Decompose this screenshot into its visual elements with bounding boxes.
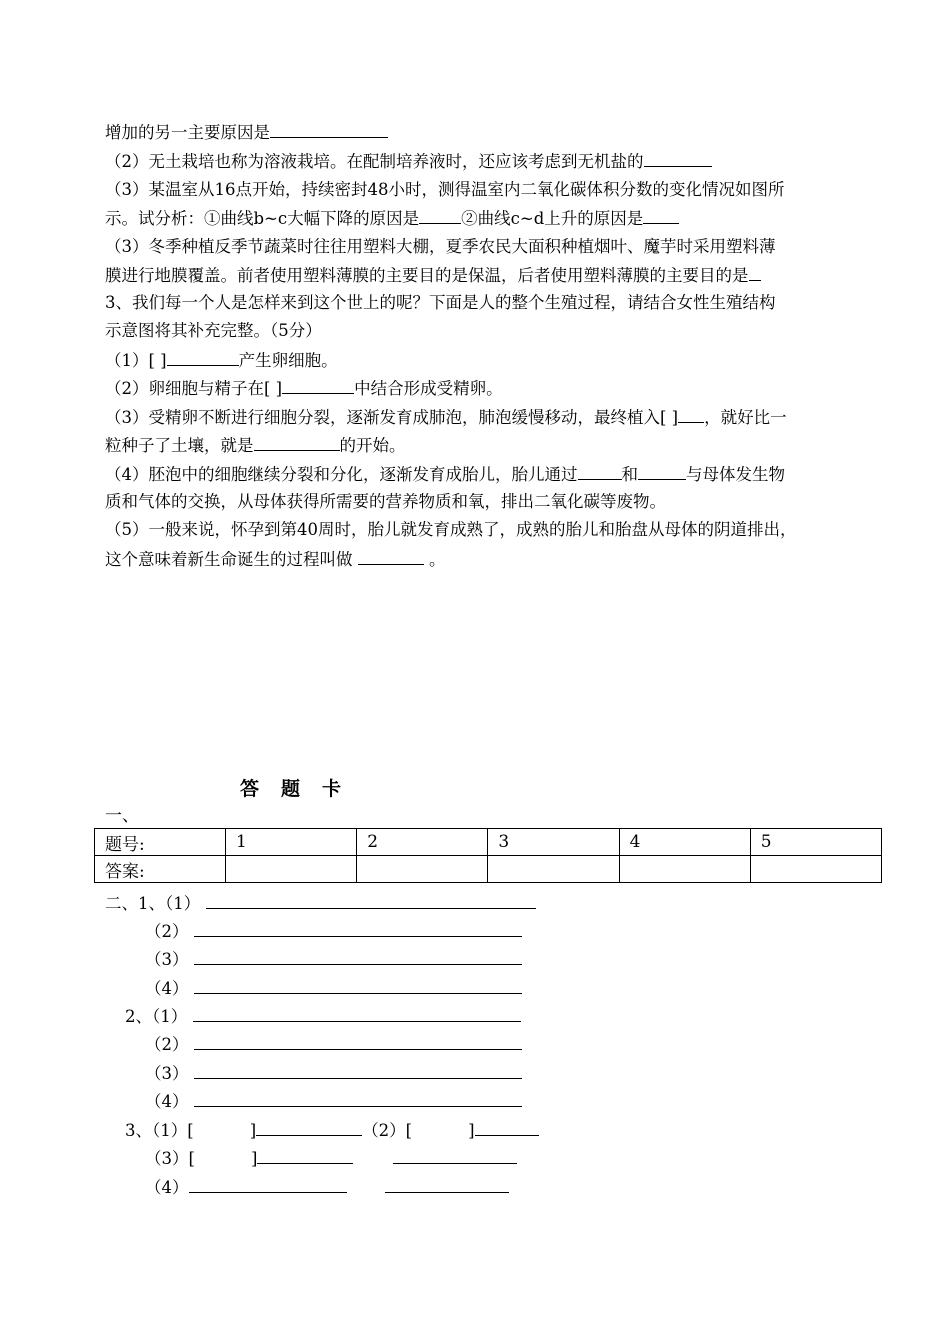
answer-blank[interactable] [644, 150, 712, 167]
section-one-label: 一、 [105, 806, 139, 826]
answer-line: 3、（1）[ ] （2）[ ] [125, 1117, 539, 1142]
question-line: （1）[ ] 产生卵细胞。 [105, 351, 338, 370]
answer-line: （3）[ ] [145, 1145, 517, 1170]
answer-blank[interactable] [194, 1031, 522, 1050]
answer-card-title: 答题卡 [240, 778, 364, 800]
answer-line: 2、（1） [125, 1003, 521, 1028]
answer-line: （3） [145, 1060, 522, 1085]
answer-line: （3） [145, 946, 522, 971]
answer-blank[interactable] [194, 975, 522, 994]
answer-blank[interactable] [194, 946, 522, 965]
answer-blank[interactable] [189, 1174, 347, 1193]
answer-line: 二、1、（1） [105, 890, 536, 915]
answer-blank[interactable] [256, 1117, 362, 1136]
question-number: 5 [750, 829, 881, 856]
answer-cell[interactable] [357, 856, 488, 883]
answer-blank[interactable] [643, 207, 679, 224]
answer-line: （4） [145, 1174, 509, 1199]
question-line: （2）无土栽培也称为溶液栽培。在配制培养液时，还应该考虑到无机盐的 [105, 150, 712, 173]
answer-blank[interactable] [282, 377, 354, 394]
question-line: 粒种子了土壤，就是 的开始。 [105, 436, 406, 455]
answer-blank[interactable] [254, 434, 340, 451]
answer-blank[interactable] [167, 349, 239, 366]
answer-blank[interactable] [194, 1060, 522, 1079]
answer-blank[interactable] [393, 1145, 517, 1164]
answer-cell[interactable] [750, 856, 881, 883]
answer-table [94, 828, 882, 883]
row-label: 答案: [95, 856, 226, 883]
question-line: （4）胚泡中的细胞继续分裂和分化，逐渐发育成胎儿，胎儿通过 和 与母体发生物 [105, 465, 785, 484]
question-line: 膜进行地膜覆盖。前者使用塑料薄膜的主要目的是保温，后者使用塑料薄膜的主要目的是 [105, 264, 761, 287]
question-line: （3）受精卵不断进行细胞分裂，逐渐发育成肺泡，肺泡缓慢移动，最终植入[ ] ，就好比一 [105, 408, 787, 427]
answer-blank[interactable] [419, 207, 461, 224]
table-row [95, 829, 882, 856]
question-line: 这个意味着新生命诞生的过程叫做 。 [105, 550, 446, 569]
answer-line: （2） [145, 918, 522, 943]
answer-blank[interactable] [578, 463, 622, 480]
answer-blank[interactable] [475, 1117, 539, 1136]
answer-cell[interactable] [226, 856, 357, 883]
answer-cell[interactable] [619, 856, 750, 883]
question-line: 质和气体的交换，从母体获得所需要的营养物质和氧，排出二氧化碳等废物。 [105, 492, 666, 511]
answer-line: （2） [145, 1031, 522, 1056]
answer-blank[interactable] [749, 264, 761, 281]
answer-blank[interactable] [194, 918, 522, 937]
answer-blank[interactable] [678, 406, 704, 423]
row-label: 题号: [95, 829, 226, 856]
answer-blank[interactable] [257, 1145, 353, 1164]
question-line: （3）某温室从16点开始，持续密封48小时，测得温室内二氧化碳体积分数的变化情况如图所 [105, 180, 785, 199]
answer-blank[interactable] [638, 463, 686, 480]
answer-blank[interactable] [358, 548, 424, 565]
answer-line: （4） [145, 1088, 522, 1113]
question-line: （5）一般来说，怀孕到第40周时，胎儿就发育成熟了，成熟的胎儿和胎盘从母体的阴道排出， [105, 520, 797, 539]
question-line: （2）卵细胞与精子在[ ] 中结合形成受精卵。 [105, 379, 503, 398]
answer-line: （4） [145, 975, 522, 1000]
question-number: 4 [619, 829, 750, 856]
question-line: （3）冬季种植反季节蔬菜时往往用塑料大棚，夏季农民大面积种植烟叶、魔芋时采用塑料薄 [105, 237, 776, 256]
table-row [95, 856, 882, 883]
answer-blank[interactable] [385, 1174, 509, 1193]
question-line: 3、我们每一个人是怎样来到这个世上的呢？下面是人的整个生殖过程，请结合女性生殖结构 [105, 293, 776, 312]
question-number: 3 [488, 829, 619, 856]
question-line: 示。试分析：①曲线b~c大幅下降的原因是 ②曲线c~d上升的原因是 [105, 207, 679, 230]
answer-blank[interactable] [206, 890, 536, 909]
question-number: 2 [357, 829, 488, 856]
question-line: 示意图将其补充完整。（5分） [105, 321, 322, 340]
answer-blank[interactable] [193, 1003, 521, 1022]
question-line: 增加的另一主要原因是 [105, 121, 388, 144]
answer-cell[interactable] [488, 856, 619, 883]
question-number: 1 [226, 829, 357, 856]
answer-blank[interactable] [270, 121, 388, 138]
answer-blank[interactable] [194, 1088, 522, 1107]
